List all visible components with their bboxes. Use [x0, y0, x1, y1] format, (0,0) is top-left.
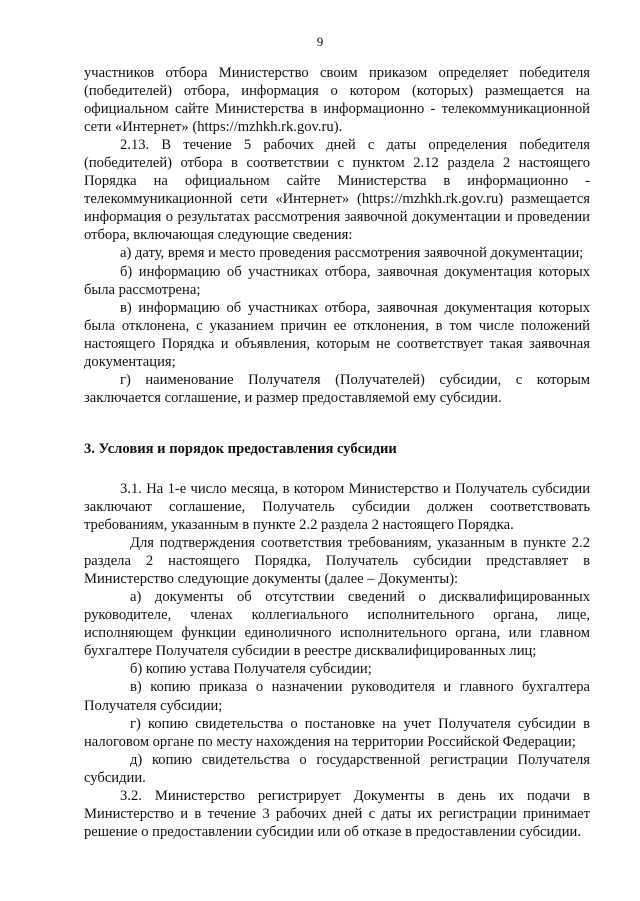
doc-item-b: б) копию устава Получателя субсидии; — [130, 661, 372, 678]
section-heading: 3. Условия и порядок предоставления субсидии — [84, 440, 397, 457]
doc-item-g: г) копию свидетельства о постановке на учет Получателя субсидии в налоговом органе по месту нахождения на территории Российской Федерации; — [84, 715, 590, 750]
list-item-g: г) наименование Получателя (Получателей) субсидии, с которым заключается соглашение, и размер предоставляемой ему субсидии. — [84, 371, 590, 406]
paragraph-continuation: участников отбора Министерство своим приказом определяет победителя (победителей) отбора, информация о котором (которых) размещается на официальном сайте Министерства в информационно - телекоммуникационной сети «Интернет» (https://mzhkh.rk.gov.ru). — [84, 65, 590, 136]
document-body — [84, 64, 590, 841]
paragraph-confirmation: Для подтверждения соответствия требованиям, указанным в пункте 2.2 раздела 2 настоящего Порядка, Получатель субсидии представляет в Министерство следующие документы (далее – Документы): — [84, 535, 590, 588]
doc-item-d: д) копию свидетельства о государственной регистрации Получателя субсидии. — [84, 751, 590, 786]
list-item-b: б) информацию об участниках отбора, заявочная документация которых была рассмотрена; — [84, 263, 590, 298]
list-item-v: в) информацию об участниках отбора, заявочная документация которых была отклонена, с указанием причин ее отклонения, в том числе положений настоящего Порядка и объявления, которым не соответствует такая заявочная документация; — [84, 299, 590, 370]
paragraph-3-1: 3.1. На 1-е число месяца, в котором Министерство и Получатель субсидии заключают соглашение, Получатель субсидии должен соответствовать требованиям, указанным в пункте 2.2 раздела 2 настоящего Порядка. — [84, 480, 590, 534]
page-number: 9 — [316, 34, 324, 49]
paragraph-2-13: 2.13. В течение 5 рабочих дней с даты определения победителя (победителей) отбора в соответствии с пунктом 2.12 раздела 2 настоящего Порядка на официальном сайте Министерства в информационно - телекоммуникационной сети «Интернет» (https://mzhkh.rk.gov.ru) размещается информация о результатах рассмотрения заявочной документации и проведении отбора, включающая следующие сведения: — [84, 137, 590, 244]
paragraph-3-2: 3.2. Министерство регистрирует Документы в день их подачи в Министерство и в течение 3 рабочих дней с даты их регистрации принимает решение о предоставлении субсидии или об отказе в предоставлении субсидии. — [84, 787, 590, 840]
doc-item-a: а) документы об отсутствии сведений о дисквалифицированных руководителе, членах коллегиального исполнительного органа, лице, исполняющем функции единоличного исполнительного органа, или главном бухгалтере Получателя субсидии в реестре дисквалифицированных лиц; — [84, 589, 590, 660]
doc-item-v: в) копию приказа о назначении руководителя и главного бухгалтера Получателя субсидии; — [84, 679, 590, 714]
list-item-a: а) дату, время и место проведения рассмотрения заявочной документации; — [120, 245, 584, 262]
